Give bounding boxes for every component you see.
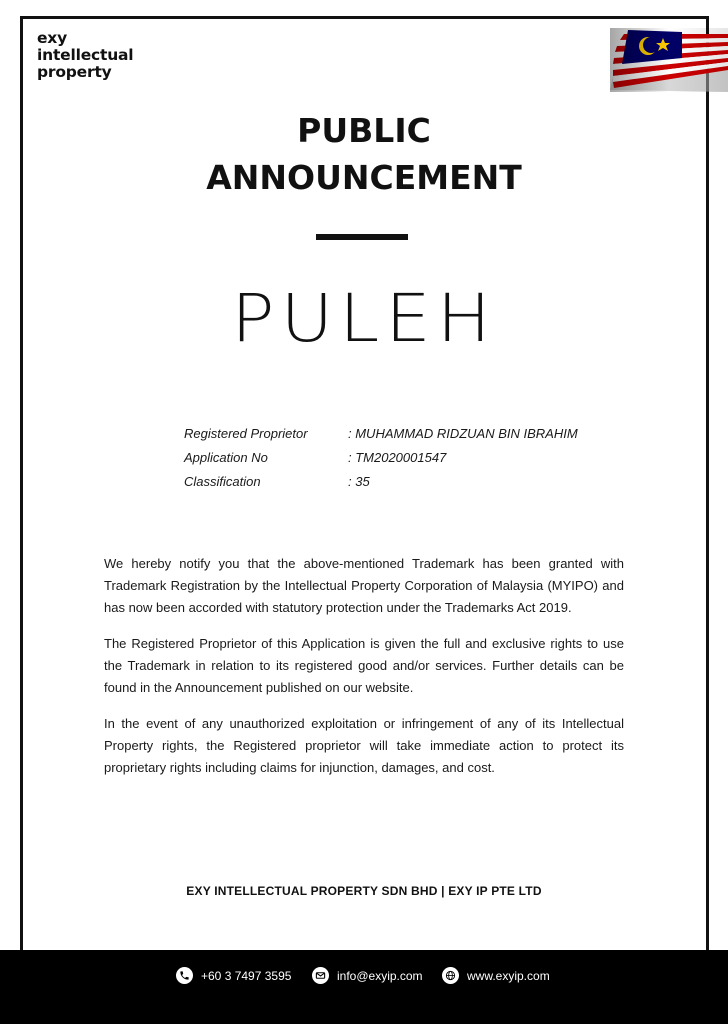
detail-label: Registered Proprietor	[184, 426, 308, 441]
detail-label: Application No	[184, 450, 268, 465]
company-names: EXY INTELLECTUAL PROPERTY SDN BHD | EXY IP PTE LTD	[186, 884, 542, 898]
malaysia-flag-icon	[610, 28, 728, 92]
announcement-title-line-1: PUBLIC	[297, 111, 431, 150]
phone-number: +60 3 7497 3595	[201, 968, 292, 983]
globe-icon	[442, 967, 459, 984]
website-url: www.exyip.com	[467, 968, 550, 983]
detail-value: : TM2020001547	[348, 450, 447, 465]
body-paragraph: In the event of any unauthorized exploitation or infringement of any of its Intellectual Property rights, the Registered proprietor will take immediate action to protect its proprietary rights including claims for injunction, damages, and cost.	[104, 716, 624, 775]
detail-value: : 35	[348, 474, 370, 489]
email-icon	[312, 967, 329, 984]
logo-line-1: exy	[37, 29, 68, 47]
detail-value: : MUHAMMAD RIDZUAN BIN IBRAHIM	[348, 426, 578, 441]
logo-line-2: intellectual	[37, 46, 134, 64]
announcement-body	[104, 553, 624, 793]
body-paragraph: The Registered Proprietor of this Application is given the full and exclusive rights to use the Trademark in relation to its registered good and/or services. Further details can be found in the Announcement published on our website.	[104, 636, 624, 695]
title-divider	[316, 234, 408, 240]
detail-label: Classification	[184, 474, 261, 489]
footer-email[interactable]	[312, 967, 423, 984]
footer-phone[interactable]	[176, 967, 291, 984]
announcement-title-line-2: ANNOUNCEMENT	[206, 158, 522, 197]
contact-footer	[0, 950, 728, 1024]
phone-icon	[176, 967, 193, 984]
email-address: info@exyip.com	[337, 968, 423, 983]
logo-line-3: property	[37, 63, 112, 81]
body-paragraph: We hereby notify you that the above-mentioned Trademark has been granted with Trademark Registration by the Intellectual Property Corporation of Malaysia (MYIPO) and has now been accorded with statutory protection under the Trademarks Act 2019.	[104, 556, 624, 615]
trademark-wordmark: PULEH	[231, 279, 497, 357]
footer-website[interactable]	[442, 967, 550, 984]
exy-ip-logo	[37, 30, 133, 81]
